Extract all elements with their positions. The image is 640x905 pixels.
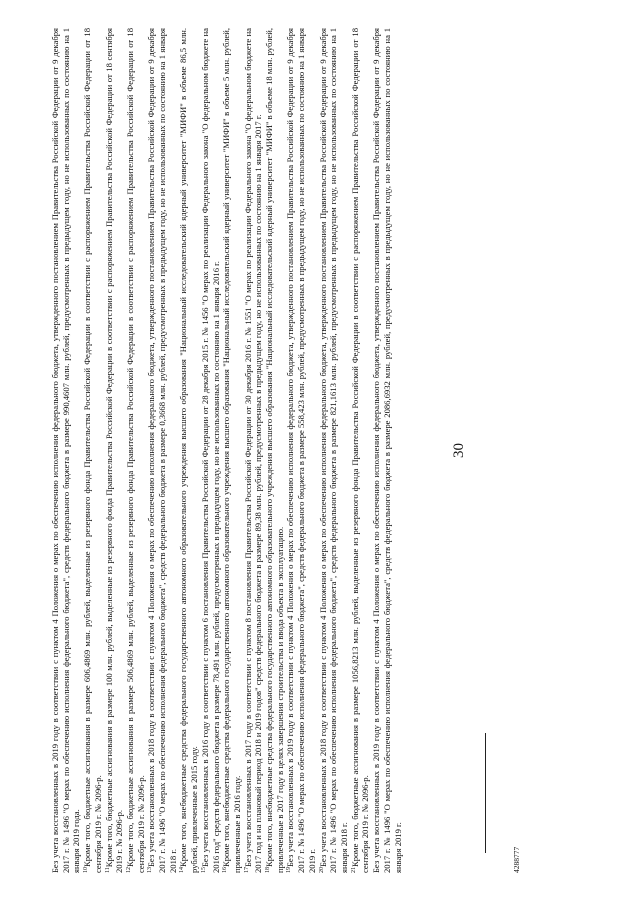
footnote	[371, 28, 403, 873]
separator-rule	[485, 733, 486, 853]
footnote-text: Без учета восстановленных в 2017 году в соответствии с пунктом 8 постановления Правительства Российской Федерации от 30 декабря 2016 г. № 1551 "О мерах по реализации Федерального закона "О федеральном бюджете на 2017 год и на плановый период 2018 и 2019 годов" средств федерального бюджета в размере 89,38 млн. рублей, предусмотренных в предыдущем году, но не использованных по состоянию на 1 января 2017 г.	[242, 28, 264, 873]
footnote	[221, 28, 242, 873]
footnote-mark: 11	[104, 867, 111, 873]
footnote-text: Кроме того, внебюджетные средства федерального государственного автономного образовательного учреждения высшего образования "Национальный исследовательский ядерный университет "МИФИ" в объеме 5 млн. рублей, привлеченные в 2016 году.	[221, 28, 242, 873]
footnote-text: Без учета восстановленных в 2018 году в соответствии с пунктом 4 Положения о мерах по обеспечению исполнения федерального бюджета, утвержденного постановлением Правительства Российской Федерации от 9 декабря 2017 г. № 1496 "О мерах по обеспечению исполнения федерального бюджета", средств федерального бюджета в размере 0,3668 млн. рублей, предусмотренных в предыдущем году, но не использованных по состоянию на 1 января 2018 г.	[146, 28, 178, 873]
footnote-mark: 13	[147, 867, 154, 873]
footnote	[125, 28, 146, 873]
footnote-text: Кроме того, бюджетные ассигнования в размере 100 млн. рублей, выделенные из резервного фонда Правительства Российской Федерации в соответствии с распоряжением Правительства Российской Федерации от 18 сентября 2019 г. № 2096-р.	[103, 28, 125, 873]
footnote	[200, 28, 221, 873]
document-id: 4288777	[512, 846, 521, 873]
rotated-page-content	[50, 28, 640, 873]
footnote	[82, 28, 103, 873]
footnote-text: Без учета восстановленных в 2019 году в соответствии с пунктом 4 Положения о мерах по обеспечению исполнения федерального бюджета, утвержденного постановлением Правительства Российской Федерации от 9 декабря 2017 г. № 1496 "О мерах по обеспечению исполнения федерального бюджета", средств федерального бюджета в размере 990,4607 млн. рублей, предусмотренных в предыдущем году, но не использованных по состоянию на 1 января 2019 года.	[50, 28, 82, 873]
footnote-text: Кроме того, бюджетные ассигнования в размере 606,4869 млн. рублей, выделенные из резервного фонда Правительства Российской Федерации в соответствии с распоряжением Правительства Российской Федерации от 18 сентября 2019 г. № 2096-р.	[82, 28, 103, 873]
footnote	[318, 28, 350, 873]
footnote	[104, 28, 125, 873]
footnote-mark: 20	[318, 867, 325, 873]
footnote-text: Кроме того, бюджетные ассигнования в размере 506,4869 млн. рублей, выделенные из резервного фонда Правительства Российской Федерации в соответствии с распоряжением Правительства Российской Федерации от 18 сентября 2019 г. № 2096-р.	[124, 28, 146, 873]
footnote-text: Кроме того, внебюджетные средства федерального государственного автономного образовательного учреждения высшего образования "Национальный исследовательский ядерный университет "МИФИ" в объеме 18 млн. рублей, привлеченные в 2017 году в целях завершения строительства и ввода объекта в эксплуатацию.	[264, 28, 285, 873]
footnote-mark: 12	[125, 867, 132, 873]
footnote	[178, 28, 199, 873]
footnote-mark: 21	[350, 867, 357, 873]
footnote-mark: 10	[83, 867, 90, 873]
footnote	[50, 28, 82, 873]
footnote-text: Без учета восстановленных в 2018 году в соответствии с пунктом 4 Положения о мерах по обеспечению исполнения федерального бюджета, утвержденного постановлением Правительства Российской Федерации от 9 декабря 2017 г. № 1496 "О мерах по обеспечению исполнения федерального бюджета", средств федерального бюджета в размере 821,1613 млн. рублей, предусмотренных в предыдущем году, но не использованных по состоянию на 1 января 2018 г.	[317, 28, 349, 873]
footnote-mark: 15	[200, 867, 207, 873]
footnote	[350, 28, 371, 873]
footnote	[264, 28, 285, 873]
footnote-text: Кроме того, бюджетные ассигнования в размере 1056,8213 млн. рублей, выделенные из резервного фонда Правительства Российской Федерации в соответствии с распоряжением Правительства Российской Федерации от 18 сентября 2019 г. № 2096-р.	[349, 28, 371, 873]
footnote	[243, 28, 264, 873]
footnote-text: Без учета восстановленных в 2016 году в соответствии с пунктом 6 постановления Правительства Российской Федерации от 28 декабря 2015 г. № 1456 "О мерах по реализации Федерального закона "О федеральном бюджете на 2016 год" средств федерального бюджета в размере 78,491 млн. рублей, предусмотренных в предыдущем году, но не использованных по состоянию на 1 января 2016 г.	[199, 28, 221, 873]
footnote	[146, 28, 178, 873]
footnote-mark: 14	[179, 867, 186, 873]
page-number: 30	[451, 443, 467, 458]
footnote-mark: 19	[286, 867, 293, 873]
footnote-text: Без учета восстановленных в 2019 году в соответствии с пунктом 4 Положения о мерах по обеспечению исполнения федерального бюджета, утвержденного постановлением Правительства Российской Федерации от 9 декабря 2017 г. № 1496 "О мерах по обеспечению исполнения федерального бюджета", средств федерального бюджета в размере 2086,6932 млн. рублей, предусмотренных в предыдущем году, но не использованных по состоянию на 1 января 2019 г.	[371, 28, 403, 873]
footnote-mark: 16	[222, 867, 229, 873]
footnote-mark: 17	[243, 867, 250, 873]
footnote	[285, 28, 317, 873]
footnote-mark: 18	[265, 867, 272, 873]
footnotes-block	[50, 28, 445, 873]
footnote-text: Кроме того, внебюджетные средства федерального государственного автономного образовательного учреждения высшего образования "Национальный исследовательский ядерный университет "МИФИ" в объеме 86,5 млн. рублей, привлеченные в 2015 году.	[178, 28, 200, 873]
footnote-text: Без учета восстановленных в 2019 году в соответствии с пунктом 4 Положения о мерах по обеспечению исполнения федерального бюджета, утвержденного постановлением Правительства Российской Федерации от 9 декабря 2017 г. № 1496 "О мерах по обеспечению исполнения федерального бюджета", средств федерального бюджета в размере 558,423 млн. рублей, предусмотренных в предыдущем году, но не использованных по состоянию на 1 января 2019 г.	[285, 28, 317, 873]
